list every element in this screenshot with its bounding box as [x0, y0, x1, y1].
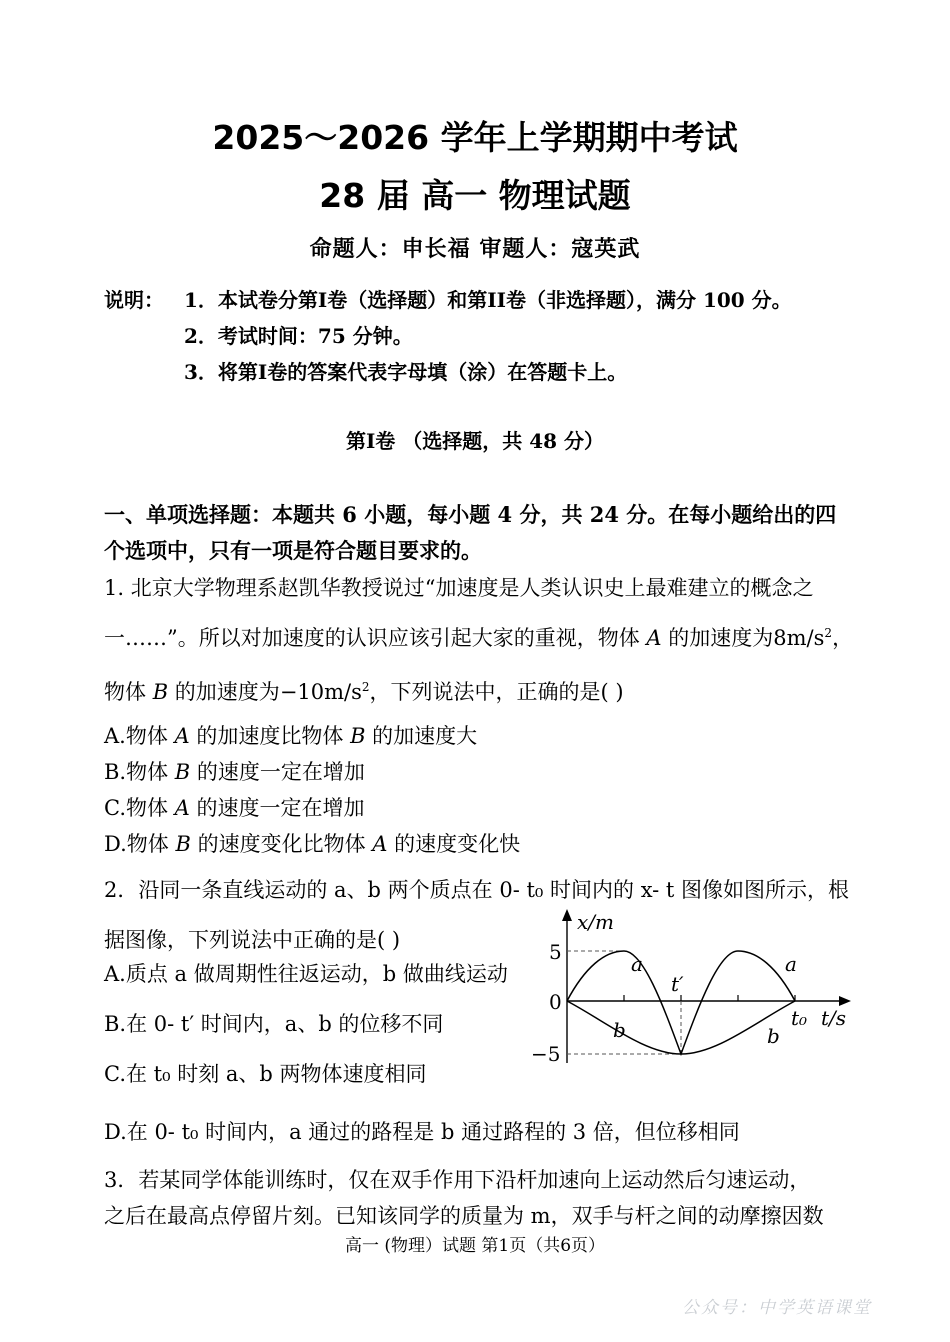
q2-stem-line: 2．沿同一条直线运动的 a、b 两个质点在 0- t₀ 时间内的 x- t 图像如图所示，根 [104, 878, 850, 902]
page-footer: 高一 (物理）试题 第1页（共6页） [344, 1236, 606, 1256]
q1-option-a: A.物体 A 的加速度比物体 B 的加速度大 [104, 724, 478, 748]
part-heading: 个选项中，只有一项是符合题目要求的。 [104, 538, 482, 563]
q1-stem-line: 一……”。所以对加速度的认识应该引起大家的重视，物体 A 的加速度为$8m/s^2$， [104, 626, 854, 650]
instruction-item: 1．本试卷分第I卷（选择题）和第II卷（非选择题），满分 100 分。 [184, 288, 792, 312]
watermark: 公众号：中学英语课堂 [682, 1298, 872, 1318]
q1-option-c: C.物体 A 的速度一定在增加 [104, 796, 365, 820]
exam-authors: 命题人：申长福 审题人：寇英武 [309, 236, 641, 262]
y-tick-label: 5 [549, 940, 562, 964]
instruction-item: 2．考试时间：75 分钟。 [184, 324, 413, 348]
curve-a-label: a [785, 952, 797, 976]
q2-stem-line: 据图像，下列说法中正确的是( ) [104, 928, 401, 952]
curve-b-label: b [767, 1024, 780, 1048]
q1-stem-line: 物体 B 的加速度为$-10m/s^2$，下列说法中，正确的是( ) [104, 680, 624, 704]
q2-option-d: D.在 0- t₀ 时间内，a 通过的路程是 b 通过路程的 3 倍，但位移相同 [104, 1120, 740, 1144]
q1-option-b: B.物体 B 的速度一定在增加 [104, 760, 365, 784]
exam-title: 2025～2026 学年上学期期中考试 [212, 118, 738, 157]
q3-stem-line: 3．若某同学体能训练时，仅在双手作用下沿杆加速向上运动然后匀速运动， [104, 1168, 811, 1192]
y-axis-arrow [562, 909, 572, 921]
q3-stem-line: 之后在最高点停留片刻。已知该同学的质量为 m，双手与杆之间的动摩擦因数 [104, 1204, 824, 1228]
y-tick-label: −5 [531, 1042, 561, 1066]
y-axis-label: x/m [577, 910, 614, 934]
q2-option-a: A.质点 a 做周期性往返运动，b 做曲线运动 [104, 962, 508, 986]
exam-subtitle: 28 届 高一 物理试题 [319, 176, 631, 215]
t0-label: t₀ [791, 1006, 808, 1030]
instructions-label: 说明： [104, 288, 164, 312]
x-axis-label: t/s [821, 1006, 847, 1030]
instruction-item: 3．将第I卷的答案代表字母填（涂）在答题卡上。 [184, 360, 628, 384]
y-tick-label: 0 [549, 990, 562, 1014]
q2-option-c: C.在 t₀ 时刻 a、b 两物体速度相同 [104, 1062, 427, 1086]
xt-graph [525, 905, 855, 1075]
curve-a-label: a [631, 952, 643, 976]
t-prime-label: t′ [671, 972, 684, 996]
curve-b-label: b [613, 1018, 626, 1042]
q1-stem-line: 1. 北京大学物理系赵凯华教授说过“加速度是人类认识史上最难建立的概念之 [104, 576, 814, 600]
section-title: 第I卷 （选择题，共 48 分） [345, 429, 605, 453]
part-heading: 一、单项选择题：本题共 6 小题，每小题 4 分，共 24 分。在每小题给出的四 [104, 502, 837, 527]
q1-option-d: D.物体 B 的速度变化比物体 A 的速度变化快 [104, 832, 521, 856]
x-axis-arrow [839, 996, 851, 1006]
q2-option-b: B.在 0- t′ 时间内，a、b 的位移不同 [104, 1012, 444, 1036]
